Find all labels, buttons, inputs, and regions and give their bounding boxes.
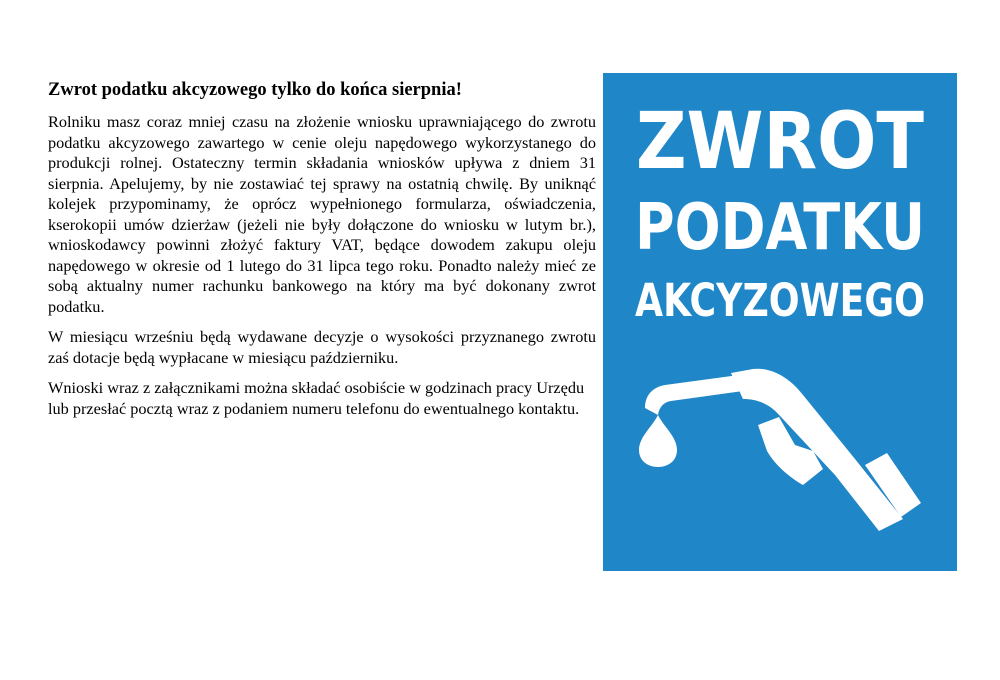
banner-line-2: PODATKU [635,191,925,265]
article-paragraph-1: Rolniku masz coraz mniej czasu na złożenie wniosku uprawniającego do zwrotu podatku akcyzowego zawartego w cenie oleju napędowego wykorzystanego do produkcji rolnej. Ostateczny termin składania wniosków upływa z dniem 31 sierpnia. Apelujemy, by nie zostawiać tej sprawy na ostatnią chwilę. By uniknąć kolejek przypominamy, że oprócz wypełnionego formularza, oświadczenia, kserokopii umów dzierżaw (jeżeli nie były dołączone do wniosku w lutym br.), wnioskodawcy powinni złożyć faktury VAT, będące dowodem zakupu oleju napędowego w okresie od 1 lutego do 31 lipca tego roku. Ponadto należy mieć ze sobą aktualny numer rachunku bankowego na który ma być dokonany zwrot podatku. [48,112,596,316]
article-paragraph-2: W miesiącu wrześniu będą wydawane decyzje o wysokości przyznanego zwrotu zaś dotacje będą wypłacane w miesiącu październiku. [48,327,596,367]
banner-line-1: ZWROT [636,97,924,187]
fuel-drop-icon [639,415,677,467]
banner-graphic [603,73,957,571]
nozzle-spout [645,375,743,415]
excise-refund-banner [603,73,957,571]
article-title: Zwrot podatku akcyzowego tylko do końca sierpnia! [48,80,462,100]
banner-line-3: AKCYZOWEGO [635,274,925,327]
article [48,78,596,429]
article-paragraph-3: Wnioski wraz z załącznikami można składać osobiście w godzinach pracy Urzędu lub przesłać pocztą wraz z podaniem numeru telefonu do ewentualnego kontaktu. [48,378,585,418]
nozzle-handle [731,369,903,531]
fuel-nozzle-icon [639,369,921,531]
